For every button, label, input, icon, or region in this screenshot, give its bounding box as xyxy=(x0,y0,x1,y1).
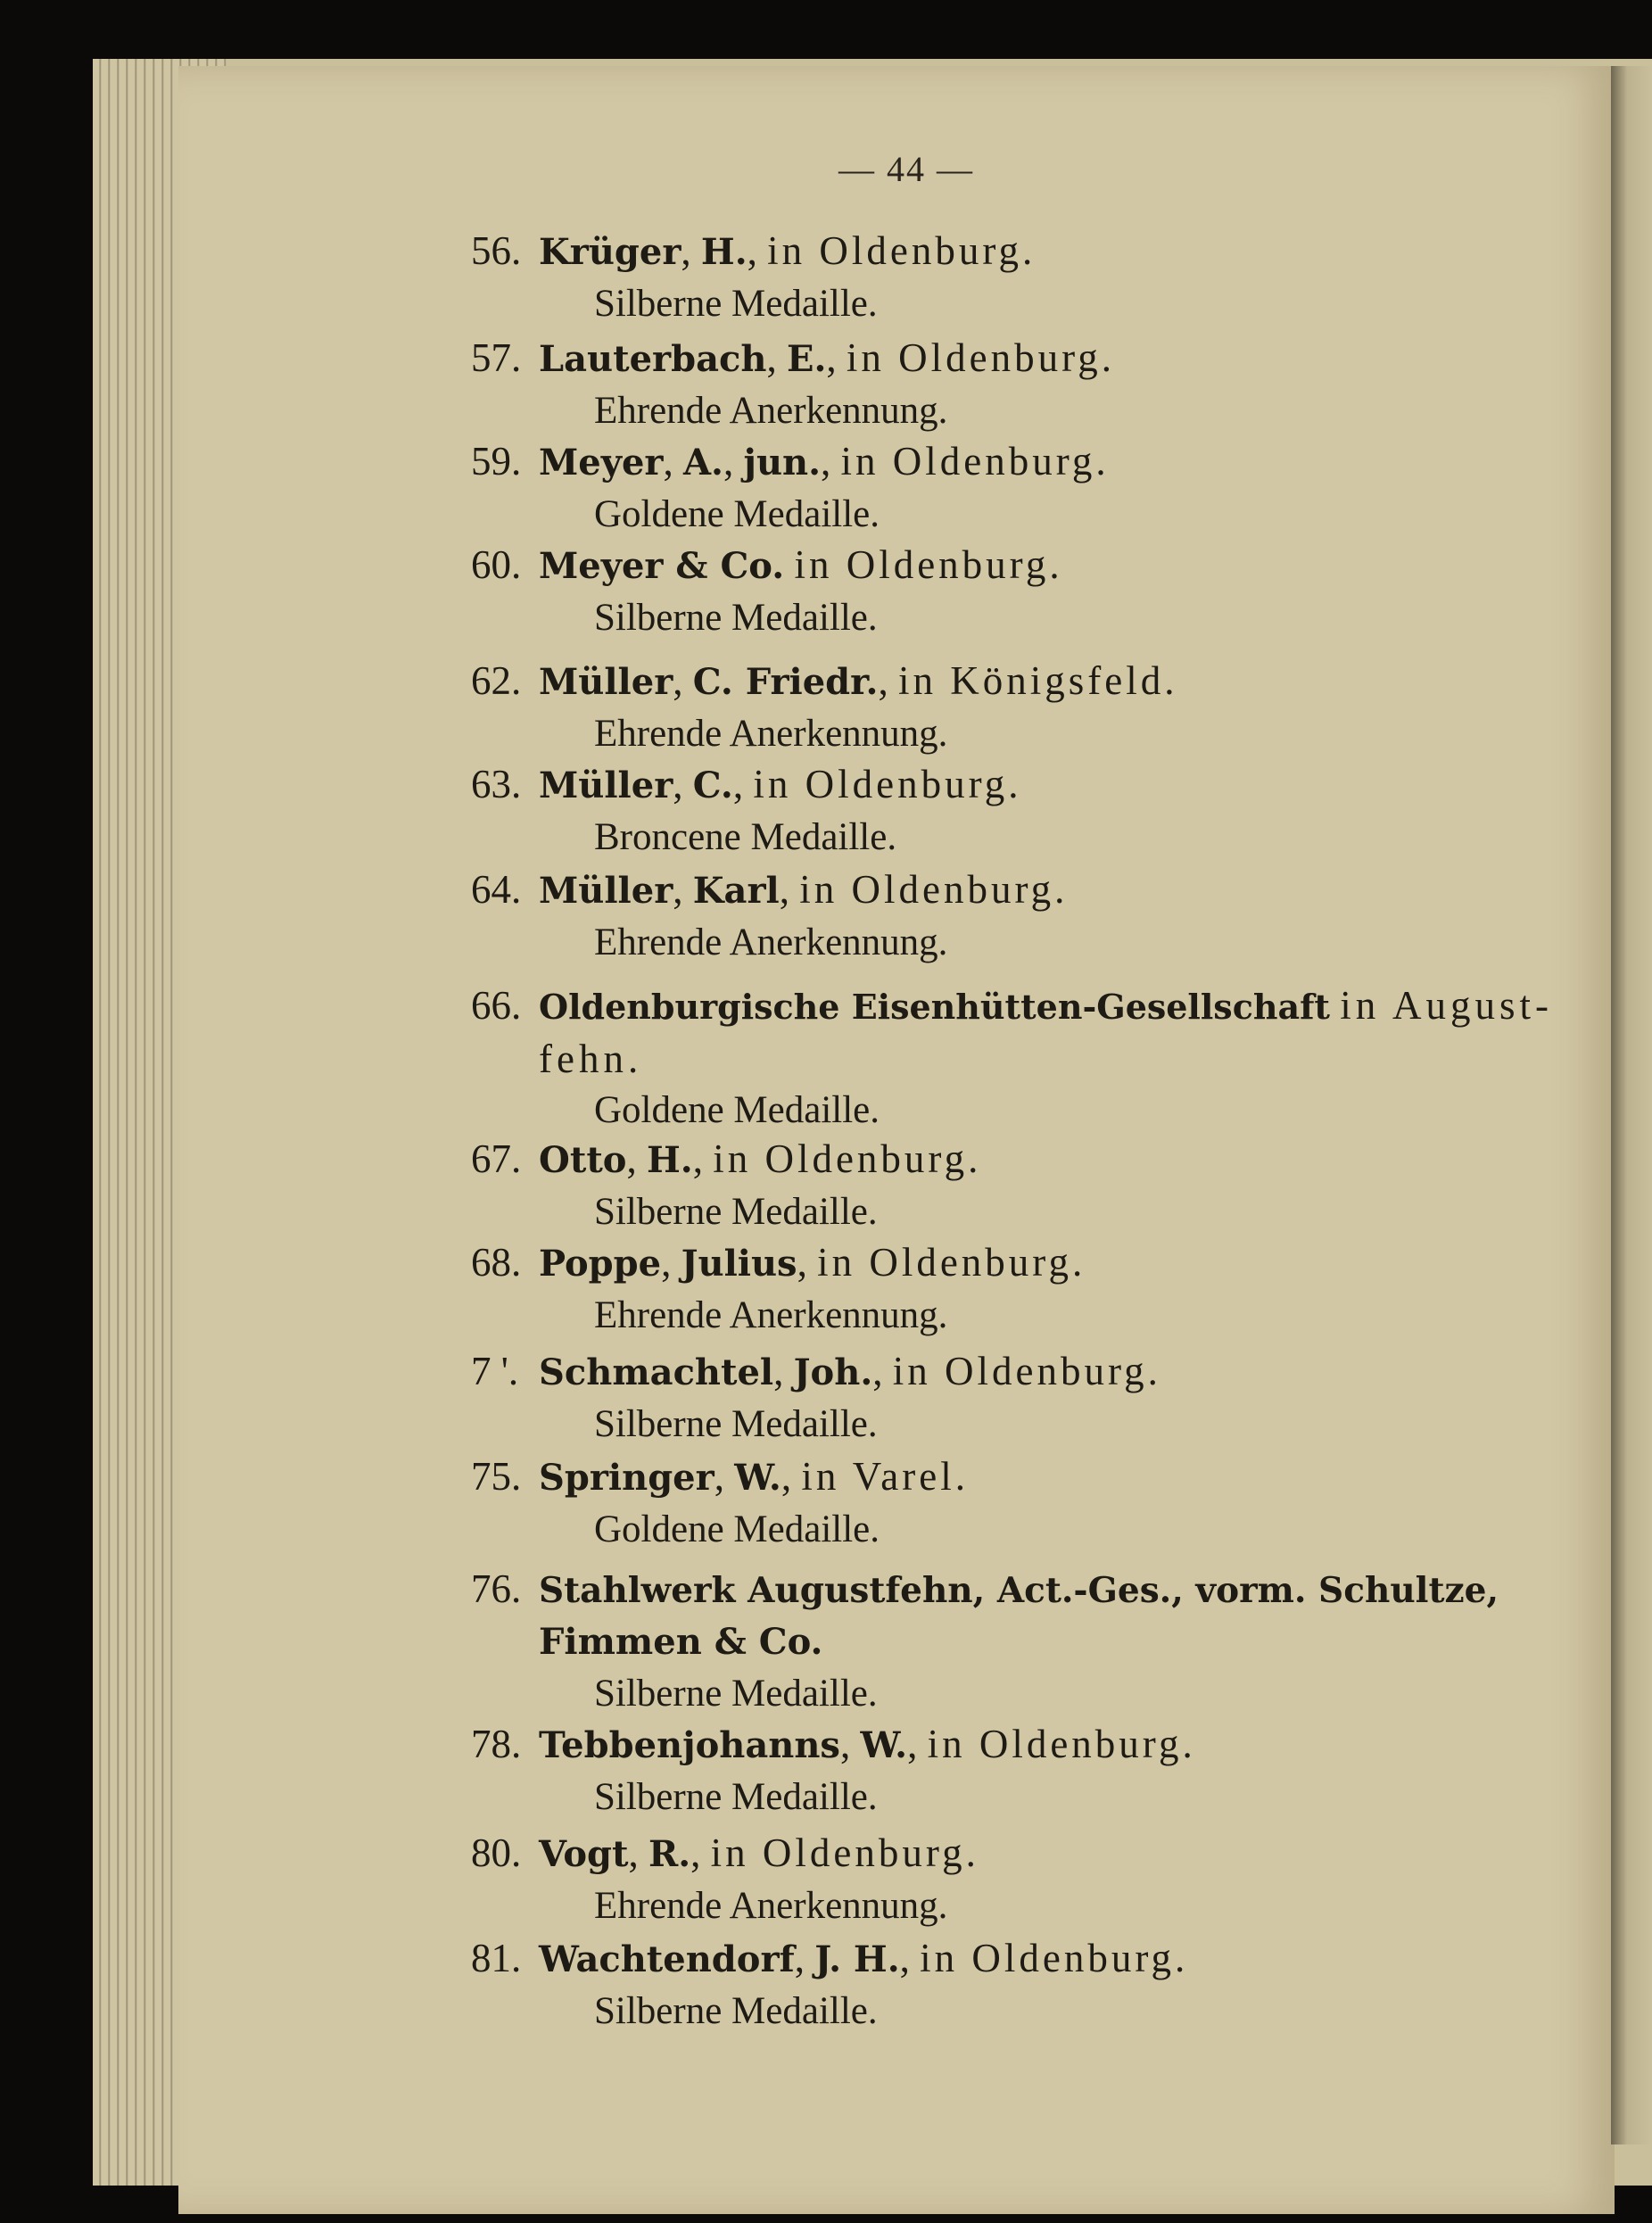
exhibitor-place: in Oldenburg. xyxy=(927,1722,1196,1766)
list-item: 78. Tebbenjohanns, W., in Oldenburg. Silberne Medaille. xyxy=(471,1718,1479,1823)
list-item: 62. Müller, C. Friedr., in Königsfeld. Ehrende Anerkennung. xyxy=(471,655,1479,760)
exhibitor-name: Oldenburgische Eisenhütten-Gesellschaft xyxy=(539,987,1330,1027)
exhibitor-place: in Oldenburg. xyxy=(817,1240,1086,1285)
exhibitor-name: Wachtendorf xyxy=(539,1938,795,1980)
list-item: 67. Otto, H., in Oldenburg. Silberne Medaille. xyxy=(471,1133,1479,1238)
exhibitor-name: Meyer & Co. xyxy=(539,545,785,587)
list-item: 56. Krüger, H., in Oldenburg. Silberne Medaille. xyxy=(471,225,1479,330)
exhibitor-name: Otto xyxy=(539,1139,627,1181)
exhibitor-initial: A. xyxy=(683,442,723,483)
exhibitor-place: in Oldenburg. xyxy=(846,335,1116,380)
award: Ehrende Anerkennung. xyxy=(594,921,948,963)
list-item xyxy=(471,979,1554,1136)
exhibitor-place: in Oldenburg. xyxy=(799,867,1069,912)
exhibitor-name: Tebbenjohanns xyxy=(539,1724,840,1766)
exhibitor-name: Schmachtel xyxy=(539,1351,774,1393)
entry-number: 68. xyxy=(471,1240,522,1285)
entry-number: 81. xyxy=(471,1936,522,1980)
list-item: 63. Müller, C., in Oldenburg. Broncene Medaille. xyxy=(471,758,1479,864)
list-item: 57. Lauterbach, E., in Oldenburg. Ehrende Anerkennung. xyxy=(471,332,1479,437)
exhibitor-initial: J. H. xyxy=(814,1938,900,1980)
exhibitor-place: in Oldenburg. xyxy=(710,1830,979,1875)
page-number: — 44 — xyxy=(838,149,974,189)
award: Ehrende Anerkennung. xyxy=(594,1885,948,1927)
entry-number: 56. xyxy=(471,228,522,273)
exhibitor-place-continued: fehn. xyxy=(539,1037,643,1081)
list-item: 75. Springer, W., in Varel. Goldene Medaille. xyxy=(471,1450,1479,1556)
entry-number: 80. xyxy=(471,1830,522,1875)
exhibitor-suffix: jun. xyxy=(743,442,822,483)
list-item: 7 '. Schmachtel, Joh., in Oldenburg. Silberne Medaille. xyxy=(471,1345,1479,1450)
award: Ehrende Anerkennung. xyxy=(594,1294,948,1336)
exhibitor-initial: H. xyxy=(700,231,748,273)
award: Silberne Medaille. xyxy=(594,1673,878,1715)
exhibitor-initial: C. xyxy=(692,764,733,806)
exhibitor-place: in Königsfeld. xyxy=(897,658,1178,703)
exhibitor-name-continued: Fimmen & Co. xyxy=(539,1621,823,1663)
entry-number: 63. xyxy=(471,762,522,806)
award: Silberne Medaille. xyxy=(594,597,878,639)
award: Silberne Medaille. xyxy=(594,1191,878,1233)
entry-number: 67. xyxy=(471,1136,522,1181)
list-item: 64. Müller, Karl, in Oldenburg. Ehrende Anerkennung. xyxy=(471,864,1479,969)
exhibitor-name: Stahlwerk Augustfehn, Act.-Ges., vorm. Schultze, xyxy=(539,1570,1499,1611)
exhibitor-place: in Oldenburg. xyxy=(753,762,1022,806)
award: Silberne Medaille. xyxy=(594,1403,878,1445)
exhibitor-place: in Oldenburg. xyxy=(767,228,1037,273)
exhibitor-initial: C. Friedr. xyxy=(692,661,879,703)
award: Silberne Medaille. xyxy=(594,1776,878,1818)
exhibitor-initial: Joh. xyxy=(793,1351,873,1393)
entry-number: 57. xyxy=(471,335,522,380)
exhibitor-name: Lauterbach xyxy=(539,338,767,380)
list-item xyxy=(471,539,1479,644)
exhibitor-name: Müller xyxy=(539,870,673,912)
exhibitor-name: Poppe xyxy=(539,1243,662,1285)
entry-number: 59. xyxy=(471,439,522,483)
award: Goldene Medaille. xyxy=(594,1089,880,1131)
facing-page-edge xyxy=(1611,66,1652,2144)
award: Ehrende Anerkennung. xyxy=(594,390,948,432)
award: Goldene Medaille. xyxy=(594,493,880,535)
list-item: 81. Wachtendorf, J. H., in Oldenburg. Silberne Medaille. xyxy=(471,1932,1479,2037)
award: Broncene Medaille. xyxy=(594,816,897,858)
exhibitor-place: in Oldenburg. xyxy=(794,542,1063,587)
exhibitor-name: Meyer xyxy=(539,442,664,483)
exhibitor-initial: W. xyxy=(860,1724,908,1766)
exhibitor-place: in Oldenburg. xyxy=(920,1936,1189,1980)
exhibitor-name: Vogt xyxy=(539,1833,629,1875)
list-item: 59. Meyer, A., jun., in Oldenburg. Goldene Medaille. xyxy=(471,435,1479,541)
entry-number: 75. xyxy=(471,1454,522,1499)
award: Silberne Medaille. xyxy=(594,1990,878,2032)
award: Goldene Medaille. xyxy=(594,1508,880,1550)
entry-number: 60. xyxy=(471,542,522,587)
exhibitor-name: Müller xyxy=(539,661,673,703)
list-item xyxy=(471,1563,1499,1720)
award: Silberne Medaille. xyxy=(594,283,878,325)
entry-number: 66. xyxy=(471,983,522,1028)
exhibitor-name: Müller xyxy=(539,764,673,806)
list-item: 80. Vogt, R., in Oldenburg. Ehrende Anerkennung. xyxy=(471,1827,1479,1932)
list-item: 68. Poppe, Julius, in Oldenburg. Ehrende Anerkennung. xyxy=(471,1236,1479,1342)
entry-number: 62. xyxy=(471,658,522,703)
exhibitor-initial: W. xyxy=(734,1457,781,1499)
entry-number: 78. xyxy=(471,1722,522,1766)
entry-number: 64. xyxy=(471,867,522,912)
award: Ehrende Anerkennung. xyxy=(594,713,948,755)
exhibitor-initial: R. xyxy=(648,1833,691,1875)
exhibitor-place: in Varel. xyxy=(801,1454,969,1499)
exhibitor-name: Krüger xyxy=(539,231,681,273)
exhibitor-place: in August- xyxy=(1340,983,1554,1028)
entry-number: 76. xyxy=(471,1566,522,1611)
exhibitor-place: in Oldenburg. xyxy=(840,439,1110,483)
exhibitor-place: in Oldenburg. xyxy=(892,1349,1161,1393)
exhibitor-name: Springer xyxy=(539,1457,714,1499)
exhibitor-place: in Oldenburg. xyxy=(713,1136,982,1181)
exhibitor-initial: Julius xyxy=(681,1243,797,1285)
exhibitor-initial: E. xyxy=(786,338,827,380)
entry-number: 7 '. xyxy=(471,1349,519,1393)
exhibitor-initial: Karl xyxy=(692,870,780,912)
exhibitor-initial: H. xyxy=(646,1139,693,1181)
